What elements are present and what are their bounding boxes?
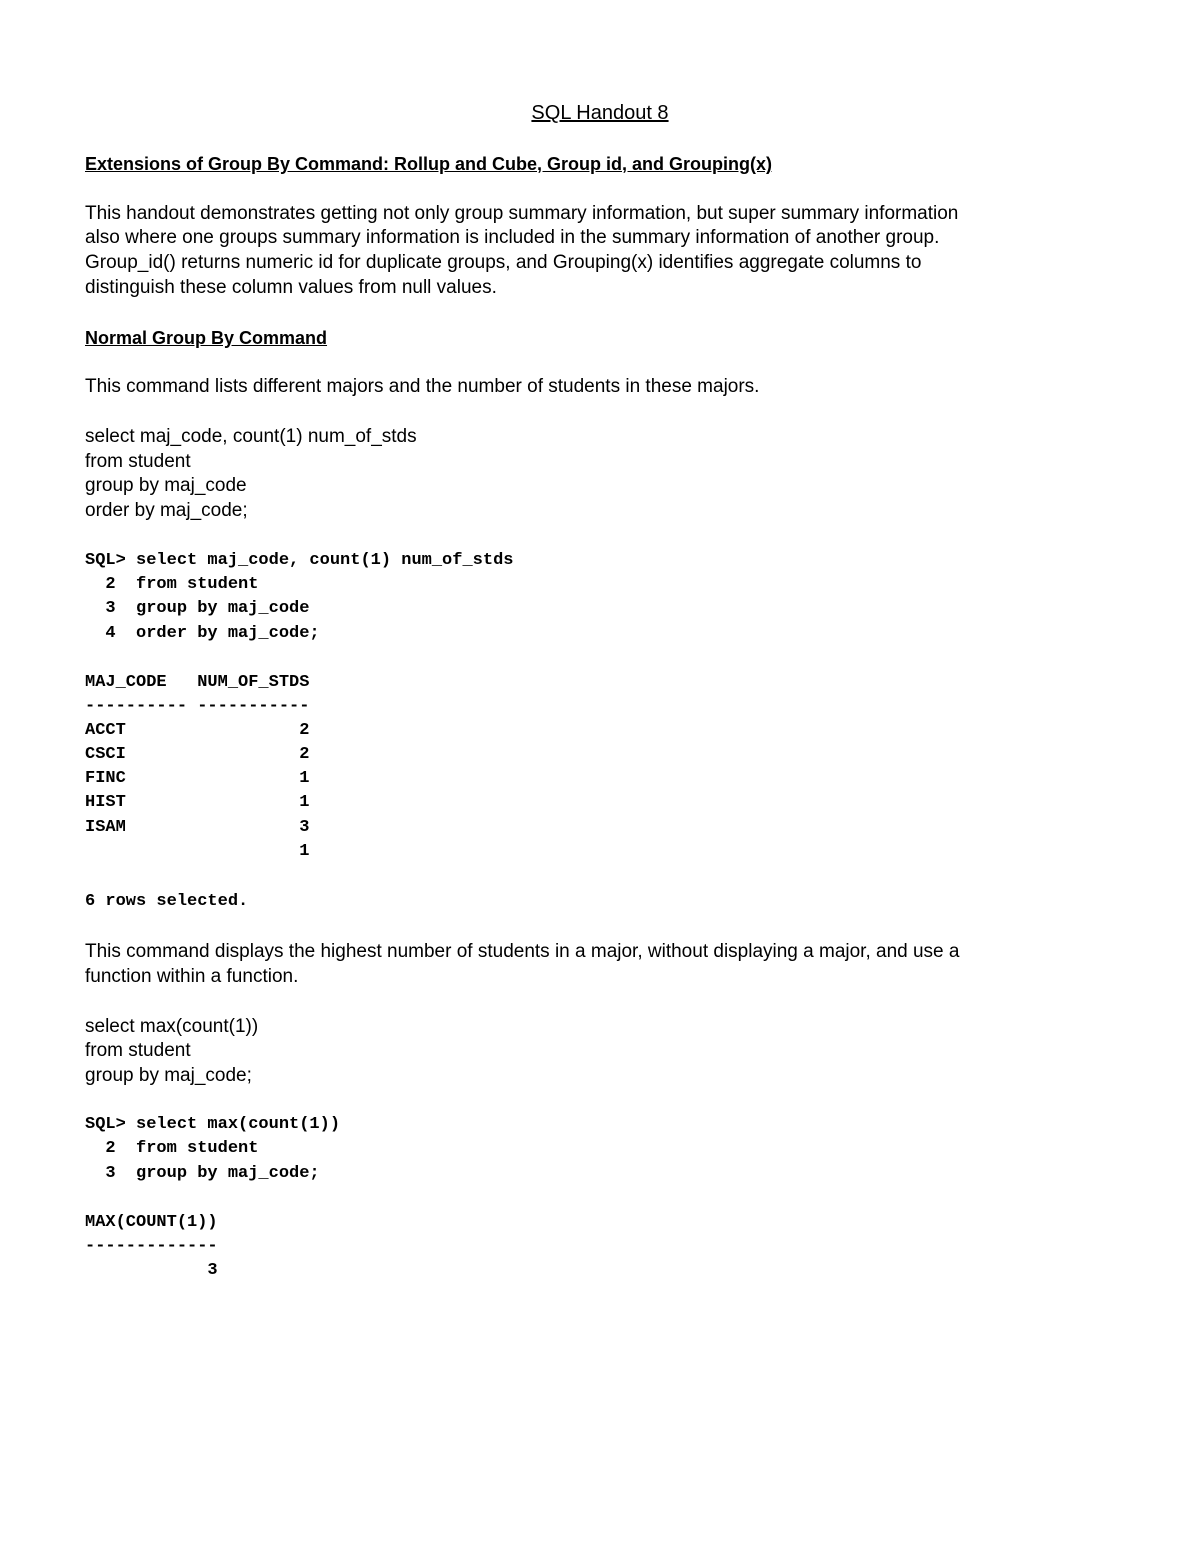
rows-selected-message: 6 rows selected. — [85, 892, 249, 911]
sqlplus-line: SQL> select max(count(1)) — [85, 1115, 341, 1134]
result-separator: ---------- ----------- — [85, 697, 310, 716]
section-heading-extensions: Extensions of Group By Command: Rollup and Cube, Group id, and Grouping(x) — [85, 154, 772, 174]
query-line: select maj_code, count(1) num_of_stds — [85, 426, 417, 447]
query-line: order by maj_code; — [85, 500, 248, 521]
paragraph-line: also where one groups summary information is included in the summary information of another group. — [85, 227, 940, 248]
sqlplus-line: 2 from student — [85, 575, 259, 594]
result-row: ISAM 3 — [85, 818, 310, 837]
paragraph-line: Group_id() returns numeric id for duplicate groups, and Grouping(x) identifies aggregate columns to — [85, 252, 922, 273]
sqlplus-line: 3 group by maj_code; — [85, 1164, 320, 1183]
result-row: CSCI 2 — [85, 745, 310, 764]
result-row: 1 — [85, 842, 310, 861]
result-row: FINC 1 — [85, 769, 310, 788]
sqlplus-line: SQL> select maj_code, count(1) num_of_stds — [85, 551, 514, 570]
result-row: ACCT 2 — [85, 721, 310, 740]
section-heading-normal-group-by: Normal Group By Command — [85, 328, 328, 348]
sqlplus-line: 3 group by maj_code — [85, 599, 310, 618]
paragraph-line: distinguish these column values from null values. — [85, 277, 497, 298]
paragraph-line: This handout demonstrates getting not only group summary information, but super summary information — [85, 203, 959, 224]
result-header: MAX(COUNT(1)) — [85, 1213, 218, 1232]
result-row: HIST 1 — [85, 793, 310, 812]
paragraph-line: This command displays the highest number of students in a major, without displaying a major, and use a — [85, 941, 960, 962]
page-title: SQL Handout 8 — [531, 102, 669, 124]
result-separator: ------------- — [85, 1237, 218, 1256]
sqlplus-line: 4 order by maj_code; — [85, 624, 320, 643]
section-intro-text: This command lists different majors and the number of students in these majors. — [85, 376, 760, 397]
query-line: from student — [85, 1040, 191, 1061]
query-line: from student — [85, 451, 191, 472]
result-header: MAJ_CODE NUM_OF_STDS — [85, 673, 310, 692]
sqlplus-line: 2 from student — [85, 1139, 259, 1158]
result-value: 3 — [85, 1261, 218, 1280]
paragraph-line: function within a function. — [85, 966, 299, 987]
query-line: group by maj_code — [85, 475, 247, 496]
query-line: group by maj_code; — [85, 1065, 252, 1086]
query-line: select max(count(1)) — [85, 1016, 259, 1037]
